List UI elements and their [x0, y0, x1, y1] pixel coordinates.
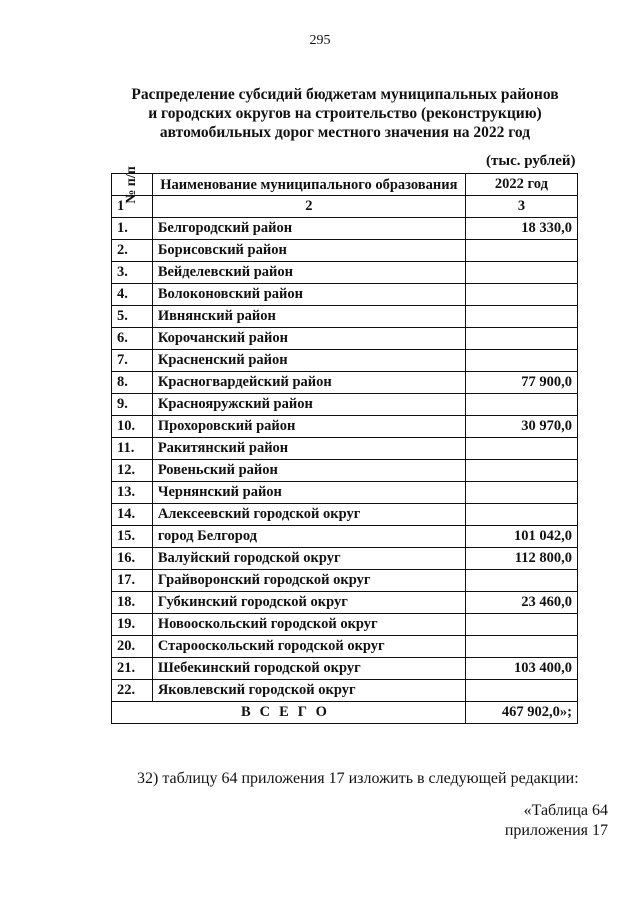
row-number: 11. [112, 438, 153, 460]
total-value: 467 902,0»; [465, 702, 577, 724]
amendment-paragraph: 32) таблицу 64 приложения 17 изложить в следующей редакции: [137, 770, 579, 787]
subsidy-value: 18 330,0 [465, 218, 577, 240]
title-line: Распределение субсидий бюджетам муниципальных районов [131, 86, 559, 103]
municipality-name: Белгородский район [152, 218, 465, 240]
subsidy-value [465, 350, 577, 372]
municipality-name: Борисовский район [152, 240, 465, 262]
total-label: ВСЕГО [112, 702, 466, 724]
table-reference-line: «Таблица 64 [523, 802, 608, 819]
subsidy-value [465, 394, 577, 416]
table-row [112, 636, 578, 658]
subsidy-value [465, 680, 577, 702]
municipality-name: Валуйский городской округ [152, 548, 465, 570]
municipality-name: Вейделевский район [152, 262, 465, 284]
title-line: автомобильных дорог местного значения на 2022 год [159, 124, 531, 141]
subsidy-value [465, 504, 577, 526]
municipality-name: Красногвардейский район [152, 372, 465, 394]
subsidy-value [465, 460, 577, 482]
municipality-name: Чернянский район [152, 482, 465, 504]
row-number: 1. [112, 218, 153, 240]
table-row [112, 680, 578, 702]
title-line: и городских округов на строительство (реконструкцию) [148, 105, 542, 122]
table-row [112, 394, 578, 416]
table-reference [430, 801, 608, 841]
subsidy-value: 77 900,0 [465, 372, 577, 394]
table-row [112, 372, 578, 394]
row-number: 3. [112, 262, 153, 284]
table-row [112, 614, 578, 636]
municipality-name: Грайворонский городской округ [152, 570, 465, 592]
table-row [112, 262, 578, 284]
table-row [112, 504, 578, 526]
subsidy-value [465, 438, 577, 460]
row-number: 18. [112, 592, 153, 614]
subsidy-table [111, 166, 578, 724]
row-number: 8. [112, 372, 153, 394]
table-reference-line: приложения 17 [504, 822, 608, 839]
row-number: 20. [112, 636, 153, 658]
row-number: 6. [112, 328, 153, 350]
row-number: 14. [112, 504, 153, 526]
municipality-name: Шебекинский городской округ [152, 658, 465, 680]
municipality-name: Прохоровский район [152, 416, 465, 438]
municipality-name: город Белгород [152, 526, 465, 548]
subsidy-value [465, 482, 577, 504]
table-row [112, 460, 578, 482]
table-row [112, 306, 578, 328]
table-row [112, 284, 578, 306]
row-number: 10. [112, 416, 153, 438]
row-number: 19. [112, 614, 153, 636]
header-number-label: № п/п [123, 166, 139, 204]
row-number: 5. [112, 306, 153, 328]
subsidy-value [465, 306, 577, 328]
row-number: 22. [112, 680, 153, 702]
municipality-name: Губкинский городской округ [152, 592, 465, 614]
row-number: 21. [112, 658, 153, 680]
subsidy-value: 30 970,0 [465, 416, 577, 438]
table-body [112, 218, 578, 702]
municipality-name: Ивнянский район [152, 306, 465, 328]
subsidy-value: 101 042,0 [465, 526, 577, 548]
row-number: 16. [112, 548, 153, 570]
subsidy-value [465, 570, 577, 592]
subsidy-value [465, 240, 577, 262]
table-row [112, 416, 578, 438]
row-number: 17. [112, 570, 153, 592]
municipality-name: Яковлевский городской округ [152, 680, 465, 702]
table-row [112, 240, 578, 262]
header-year: 2022 год [465, 174, 577, 196]
table-row [112, 328, 578, 350]
table-row [112, 570, 578, 592]
column-index-row [112, 196, 578, 218]
municipality-name: Волоконовский район [152, 284, 465, 306]
row-number: 7. [112, 350, 153, 372]
municipality-name: Алексеевский городской округ [152, 504, 465, 526]
row-number: 15. [112, 526, 153, 548]
municipality-name: Краснояружский район [152, 394, 465, 416]
column-index: 3 [465, 196, 577, 218]
subsidy-value: 23 460,0 [465, 592, 577, 614]
table-row [112, 482, 578, 504]
subsidy-value [465, 284, 577, 306]
header-number [112, 166, 153, 204]
total-row [112, 702, 578, 724]
row-number: 12. [112, 460, 153, 482]
table-row [112, 526, 578, 548]
page-number: 295 [309, 33, 331, 48]
subsidy-value: 103 400,0 [465, 658, 577, 680]
table-row [112, 592, 578, 614]
row-number: 4. [112, 284, 153, 306]
row-number: 2. [112, 240, 153, 262]
column-index: 1 [112, 196, 153, 218]
municipality-name: Новооскольский городской округ [152, 614, 465, 636]
subsidy-value [465, 614, 577, 636]
municipality-name: Корочанский район [152, 328, 465, 350]
municipality-name: Ровеньский район [152, 460, 465, 482]
row-number: 13. [112, 482, 153, 504]
header-name: Наименование муниципального образования [152, 174, 465, 196]
subsidy-value [465, 636, 577, 658]
row-number: 9. [112, 394, 153, 416]
subsidy-value [465, 328, 577, 350]
table-row [112, 658, 578, 680]
municipality-name: Старооскольский городской округ [152, 636, 465, 658]
column-index: 2 [152, 196, 465, 218]
unit-label: (тыс. рублей) [486, 153, 576, 169]
document-title [0, 85, 640, 142]
subsidy-value [465, 262, 577, 284]
table-header-row [112, 174, 578, 196]
municipality-name: Красненский район [152, 350, 465, 372]
subsidy-value: 112 800,0 [465, 548, 577, 570]
table-row [112, 438, 578, 460]
table-row [112, 350, 578, 372]
municipality-name: Ракитянский район [152, 438, 465, 460]
table-row [112, 548, 578, 570]
table-row [112, 218, 578, 240]
